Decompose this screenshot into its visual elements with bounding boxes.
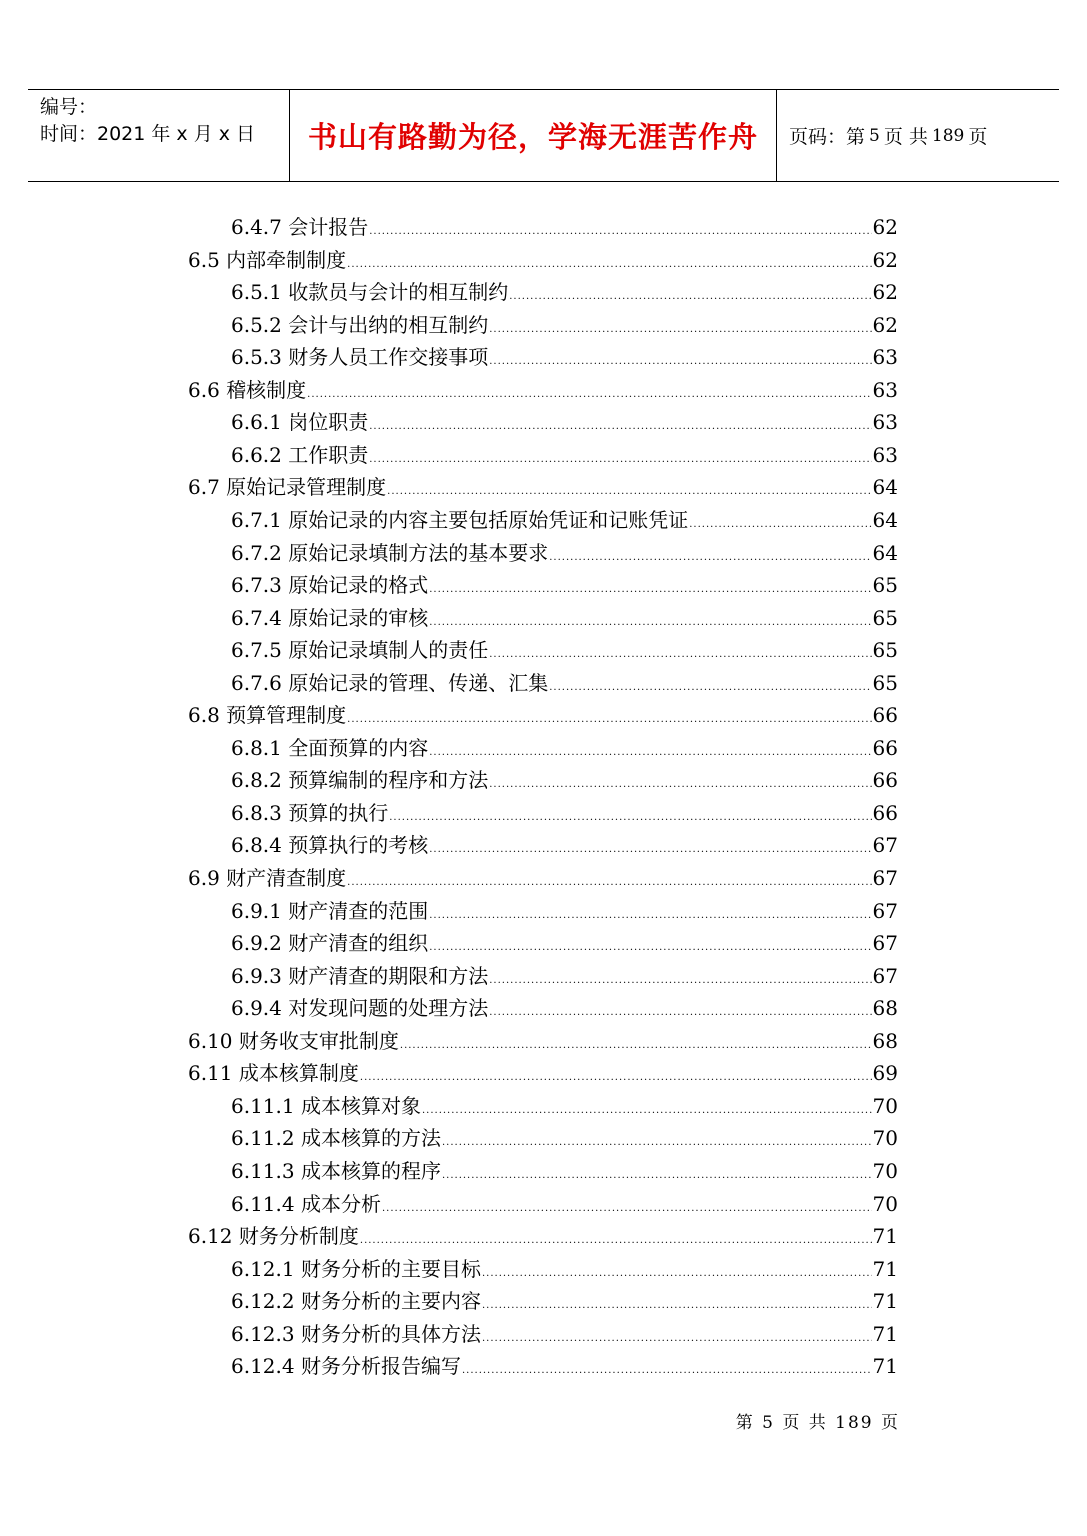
toc-entry[interactable] (231, 1350, 898, 1382)
toc-entry[interactable] (188, 374, 898, 406)
toc-entry-page: 70 (872, 1191, 898, 1216)
page-prefix: 页码：第 (789, 126, 866, 148)
page-current: 5 (869, 125, 880, 146)
toc-entry-page: 71 (872, 1289, 898, 1314)
header-meta (28, 90, 290, 181)
toc-entry-page: 67 (872, 931, 898, 956)
toc-entry-title: 6.4.7 会计报告 (231, 215, 369, 239)
toc-entry[interactable] (231, 1155, 898, 1187)
toc-entry-page: 69 (872, 1061, 898, 1086)
toc-entry-page: 65 (872, 638, 898, 663)
toc-entry-page: 71 (872, 1256, 898, 1281)
toc-entry-page: 63 (872, 377, 898, 402)
toc-entry[interactable] (231, 960, 898, 992)
toc-entry[interactable] (231, 764, 898, 796)
toc-entry-page: 62 (872, 280, 898, 305)
header-page-info (777, 90, 1059, 181)
toc-entry-title: 6.12.1 财务分析的主要目标 (231, 1256, 481, 1281)
toc-entry-page: 64 (872, 475, 898, 500)
toc-entry[interactable] (188, 699, 898, 731)
toc-entry-title: 6.6.1 岗位职责 (231, 410, 369, 435)
toc-entry-title: 6.5.2 会计与出纳的相互制约 (231, 312, 489, 337)
toc-entry-title: 6.7.2 原始记录填制方法的基本要求 (231, 540, 549, 565)
toc-entry-title: 6.10 财务收支审批制度 (188, 1028, 399, 1053)
toc-entry[interactable] (231, 504, 898, 536)
toc-leader-dots (462, 1355, 872, 1387)
toc-entry-title: 6.12.4 财务分析报告编写 (231, 1354, 461, 1379)
toc-entry-page: 67 (872, 866, 898, 890)
toc-entry[interactable] (188, 1057, 898, 1089)
toc-entry[interactable] (231, 1090, 898, 1122)
toc-entry[interactable] (231, 895, 898, 927)
toc-entry[interactable] (188, 244, 898, 276)
toc-entry-page: 62 (872, 247, 898, 272)
page-suffix: 页 (968, 126, 988, 148)
toc-entry-page: 63 (872, 345, 898, 370)
toc-entry[interactable] (231, 341, 898, 373)
toc-entry-title: 6.7.5 原始记录填制人的责任 (231, 638, 489, 663)
toc-entry-page: 66 (872, 703, 898, 728)
toc-entry[interactable] (231, 276, 898, 308)
toc-entry[interactable] (231, 602, 898, 634)
toc-entry-title: 6.9.3 财产清查的期限和方法 (231, 963, 489, 988)
toc-entry[interactable] (188, 471, 898, 503)
toc-entry-page: 71 (872, 1224, 898, 1249)
toc-entry-title: 6.8 预算管理制度 (188, 703, 347, 728)
toc-entry[interactable] (231, 797, 898, 829)
toc-entry[interactable] (231, 309, 898, 341)
toc-entry-title: 6.9.4 对发现问题的处理方法 (231, 996, 489, 1021)
toc-entry-title: 6.12.3 财务分析的具体方法 (231, 1321, 481, 1346)
toc-entry[interactable] (231, 667, 898, 699)
toc-entry[interactable] (231, 927, 898, 959)
toc-entry-title: 6.8.3 预算的执行 (231, 800, 389, 825)
page-total: 189 (931, 125, 965, 146)
page-header (28, 89, 1059, 182)
toc-entry-page: 64 (872, 507, 898, 532)
toc-entry-page: 66 (872, 800, 898, 825)
toc-entry-title: 6.5 内部牵制制度 (188, 247, 347, 272)
toc-entry-page: 70 (872, 1093, 898, 1118)
toc-entry[interactable] (231, 1318, 898, 1350)
toc-entry[interactable] (188, 1220, 898, 1252)
toc-entry-title: 6.8.2 预算编制的程序和方法 (231, 768, 489, 793)
toc-entry-page: 66 (872, 735, 898, 760)
toc-entry-page: 71 (872, 1321, 898, 1346)
toc-entry-title: 6.5.3 财务人员工作交接事项 (231, 345, 489, 370)
toc-entry-title: 6.7.3 原始记录的格式 (231, 573, 429, 598)
toc-entry[interactable] (231, 732, 898, 764)
toc-entry-page: 68 (872, 996, 898, 1021)
toc-entry-page: 67 (872, 963, 898, 988)
toc-entry-title: 6.7.4 原始记录的审核 (231, 605, 429, 630)
toc-entry-title: 6.9.2 财产清查的组织 (231, 931, 429, 956)
toc-entry-page: 71 (872, 1354, 898, 1379)
toc-entry-page: 66 (872, 768, 898, 793)
toc-entry-page: 65 (872, 573, 898, 598)
toc-entry-page: 62 (872, 312, 898, 337)
toc-entry-page: 63 (872, 442, 898, 467)
toc-entry-page: 65 (872, 670, 898, 695)
toc-entry-page: 62 (872, 215, 898, 239)
toc-entry-title: 6.11 成本核算制度 (188, 1061, 359, 1086)
toc-entry-title: 6.8.1 全面预算的内容 (231, 735, 429, 760)
toc-entry-title: 6.9.1 财产清查的范围 (231, 898, 429, 923)
toc-entry-page: 64 (872, 540, 898, 565)
toc-entry[interactable] (231, 829, 898, 861)
toc-entry[interactable] (231, 1188, 898, 1220)
toc-entry[interactable] (231, 992, 898, 1024)
toc-entry-page: 63 (872, 410, 898, 435)
toc-entry-page: 68 (872, 1028, 898, 1053)
toc-entry[interactable] (231, 439, 898, 471)
header-motto: 书山有路勤为径，学海无涯苦作舟 (290, 90, 777, 181)
toc-entry-title: 6.11.1 成本核算对象 (231, 1093, 421, 1118)
toc-entry[interactable] (231, 1122, 898, 1154)
toc-entry[interactable] (231, 569, 898, 601)
toc-entry[interactable] (231, 211, 898, 243)
toc-entry-title: 6.11.3 成本核算的程序 (231, 1158, 441, 1183)
toc-entry-title: 6.8.4 预算执行的考核 (231, 833, 429, 858)
toc-entry[interactable] (231, 406, 898, 438)
toc-entry-page: 67 (872, 898, 898, 923)
toc-entry-title: 6.12 财务分析制度 (188, 1224, 359, 1249)
toc-entry-title: 6.7.6 原始记录的管理、传递、汇集 (231, 670, 549, 695)
toc-entry-page: 65 (872, 605, 898, 630)
toc-entry[interactable] (231, 1285, 898, 1317)
toc-entry-title: 6.7.1 原始记录的内容主要包括原始凭证和记账凭证 (231, 507, 689, 532)
toc-entry[interactable] (188, 862, 898, 894)
toc-entry-title: 6.5.1 收款员与会计的相互制约 (231, 280, 509, 305)
toc-entry-title: 6.12.2 财务分析的主要内容 (231, 1289, 481, 1314)
toc-entry[interactable] (231, 634, 898, 666)
time-label: 时间：2021 年 x 月 x 日 (40, 123, 256, 145)
code-label: 编号： (40, 96, 98, 118)
toc-entry-title: 6.6 稽核制度 (188, 377, 307, 402)
toc-entry-page: 70 (872, 1126, 898, 1151)
toc-entry-page: 70 (872, 1158, 898, 1183)
toc-entry[interactable] (231, 537, 898, 569)
page-mid: 页 共 (883, 126, 928, 148)
toc-entry-title: 6.11.4 成本分析 (231, 1191, 381, 1216)
toc-entry[interactable] (188, 1025, 898, 1057)
toc-entry-title: 6.11.2 成本核算的方法 (231, 1126, 441, 1151)
page-footer: 第 5 页 共 189 页 (735, 1413, 900, 1433)
toc-entry[interactable] (231, 1253, 898, 1285)
toc-entry-page: 67 (872, 833, 898, 858)
toc-entry-title: 6.7 原始记录管理制度 (188, 475, 387, 500)
toc-entry-title: 6.9 财产清查制度 (188, 866, 347, 890)
toc-entry-title: 6.6.2 工作职责 (231, 442, 369, 467)
